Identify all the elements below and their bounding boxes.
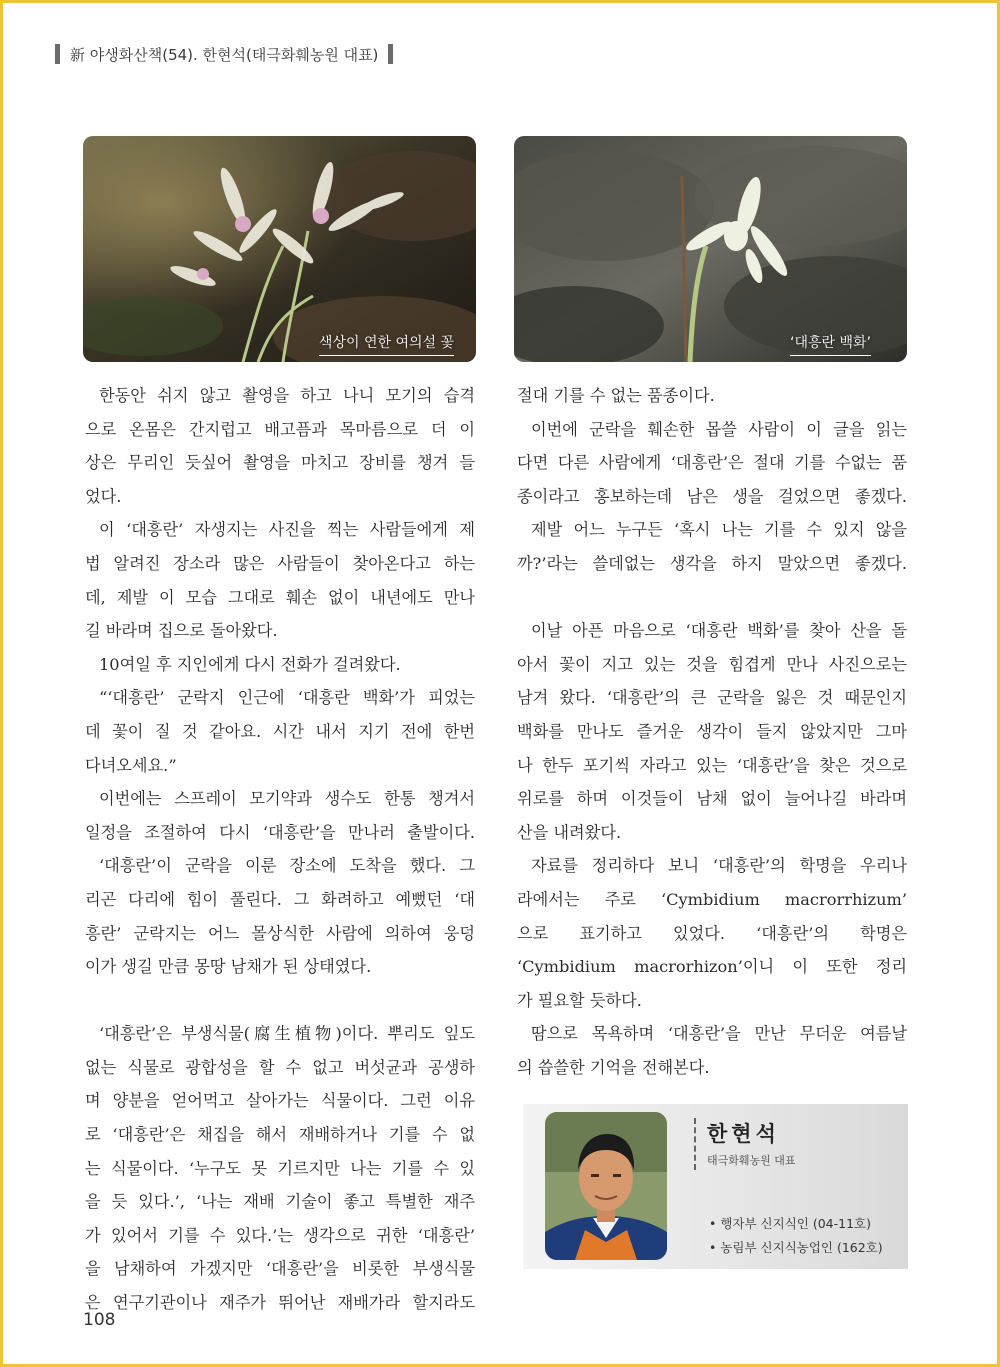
text-line: 흥란’ 군락지는 어느 몰상식한 사람에 의하여 웅덩 (85, 923, 475, 943)
text-line: 다녀오세요.” (85, 755, 177, 775)
author-name: 한현석 (707, 1122, 780, 1146)
text-line: 아서 꽃이 지고 있는 것을 힘겹게 만나 사진으로는 (517, 654, 907, 674)
text-line: 산을 내려왔다. (517, 822, 622, 842)
text-line: 종이라고 홍보하는데 남은 생을 걸었으면 좋겠다. (517, 486, 907, 506)
text-line: 법 알려진 장소라 많은 사람들이 찾아온다고 하는 (85, 553, 475, 573)
header-title: 新 야생화산책(54). 한현석(태극화훼농원 대표) (70, 45, 379, 64)
author-avatar (545, 1112, 667, 1260)
text-line: 다면 다른 사람에게 ‘대흥란’은 절대 기를 수없는 품 (517, 453, 907, 473)
author-portrait-image (545, 1112, 667, 1260)
right-text-column (517, 379, 907, 1084)
text-line: 의 씁쓸한 기억을 전해본다. (517, 1057, 710, 1077)
text-line: ‘대흥란’은 부생식물(腐生植物)이다. 뿌리도 잎도 (99, 1024, 475, 1044)
text-line: 땀으로 목욕하며 ‘대흥란’을 만난 무더운 여름날 (531, 1024, 907, 1044)
text-line: 상은 무리인 듯싶어 촬영을 마치고 장비를 챙겨 들 (85, 453, 475, 473)
running-header (55, 41, 393, 67)
text-line: 이날 아픈 마음으로 ‘대흥란 백화’를 찾아 산을 돌 (531, 621, 907, 641)
text-line: 가 필요할 듯하다. (517, 990, 642, 1010)
photo-white-flower (514, 136, 907, 362)
text-line: 까?’라는 쓸데없는 생각을 하지 말았으면 좋겠다. (517, 553, 907, 573)
photo-caption-right: ‘대흥란 백화’ (790, 332, 871, 356)
orchid-photo-image (83, 136, 476, 362)
text-line: 자료를 정리하다 보니 ‘대흥란’의 학명을 우리나 (531, 856, 907, 876)
text-line: 으로 표기하고 있었다. ‘대흥란’의 학명은 (517, 923, 907, 943)
text-line: 이 ‘대흥란’ 자생지는 사진을 찍는 사람들에게 제 (99, 520, 475, 540)
text-line: 한동안 쉬지 않고 촬영을 하고 나니 모기의 습격 (99, 386, 475, 405)
text-line: 며 양분을 얻어먹고 살아가는 식물이다. 그런 이유 (85, 1091, 475, 1111)
text-line: 이번에는 스프레이 모기약과 생수도 한통 챙겨서 (99, 789, 475, 809)
text-line: 리곤 다리에 힘이 풀린다. 그 화려하고 예뻤던 ‘대 (85, 889, 475, 909)
blank-line (85, 984, 475, 1018)
text-line: ‘대흥란’이 군락을 이룬 장소에 도착을 했다. 그 (99, 856, 475, 876)
text-line: 로 ‘대흥란’은 채집을 해서 재배하거나 기를 수 없 (85, 1125, 475, 1145)
text-line: 제발 어느 누구든 ‘혹시 나는 기를 수 있지 않을 (531, 520, 907, 540)
text-line: 라에서는 주로 ‘Cymbidium macrorrhizum’ (517, 889, 907, 909)
left-text-column (85, 379, 475, 1320)
text-line: 10여일 후 지인에게 다시 전화가 걸려왔다. (99, 654, 401, 674)
author-profile-box (523, 1104, 908, 1269)
page-number: 108 (83, 1310, 116, 1330)
text-line: 백화를 만나도 즐거운 생각이 들지 않았지만 그마 (517, 721, 907, 741)
text-line: 이번에 군락을 훼손한 몹쓸 사람이 이 글을 읽는 (531, 419, 907, 439)
text-line: 일정을 조절하여 다시 ‘대흥란’을 만나러 출발이다. (85, 822, 475, 842)
text-line: 는 식물이다. ‘누구도 못 기르지만 나는 기를 수 있 (85, 1158, 475, 1178)
text-line: 위로를 하며 이것들이 남채 없이 늘어나길 바라며 (517, 789, 907, 809)
credential-item: • 행자부 신지식인 (04-11호) (709, 1216, 871, 1231)
text-line: 데 꽃이 질 것 같아요. 시간 내서 지기 전에 한번 (85, 721, 475, 741)
header-bar-right (388, 44, 393, 64)
text-line: 길 바라며 집으로 돌아왔다. (85, 621, 278, 641)
text-line: 남겨 왔다. ‘대흥란’의 큰 군락을 잃은 것 때문인지 (517, 688, 907, 708)
text-line: 없는 식물로 광합성을 할 수 없고 버섯균과 공생하 (85, 1057, 475, 1077)
author-role: 태극화훼농원 대표 (707, 1154, 796, 1167)
credential-item: • 농림부 신지식농업인 (162호) (709, 1240, 883, 1255)
text-line: 으로 온몸은 간지럽고 배고픔과 목마름으로 더 이 (85, 419, 475, 439)
text-line: 은 연구기관이나 재주가 뛰어난 재배가라 할지라도 (85, 1293, 475, 1313)
text-line: 절대 기를 수 없는 품종이다. (517, 386, 715, 405)
text-line: 가 있어서 기를 수 있다.’는 생각으로 귀한 ‘대흥란’ (85, 1225, 475, 1245)
blank-line (517, 581, 907, 615)
text-line: 었다. (85, 486, 122, 506)
text-line: 을 듯 있다.’, ‘나는 재배 기술이 좋고 특별한 재주 (85, 1192, 475, 1212)
text-line: 데, 제발 이 모습 그대로 훼손 없이 내년에도 만나 (85, 587, 475, 607)
photo-caption-left: 색상이 연한 여의설 꽃 (319, 332, 454, 356)
profile-divider (694, 1118, 697, 1170)
text-line: ‘Cymbidium macrorhizon’이니 이 또한 정리 (517, 957, 907, 977)
photo-pale-orchid (83, 136, 476, 362)
text-line: 나 한두 포기씩 자라고 있는 ‘대흥란’을 찾은 것으로 (517, 755, 907, 775)
author-credentials (709, 1212, 883, 1260)
text-line: 을 남채하여 가겠지만 ‘대흥란’을 비롯한 부생식물 (85, 1259, 475, 1279)
text-line: “‘대흥란’ 군락지 인근에 ‘대흥란 백화’가 피었는 (99, 688, 475, 708)
header-bar-left (55, 44, 60, 64)
white-flower-photo-image (514, 136, 907, 362)
text-line: 이가 생길 만큼 몽땅 남채가 된 상태였다. (85, 957, 372, 977)
